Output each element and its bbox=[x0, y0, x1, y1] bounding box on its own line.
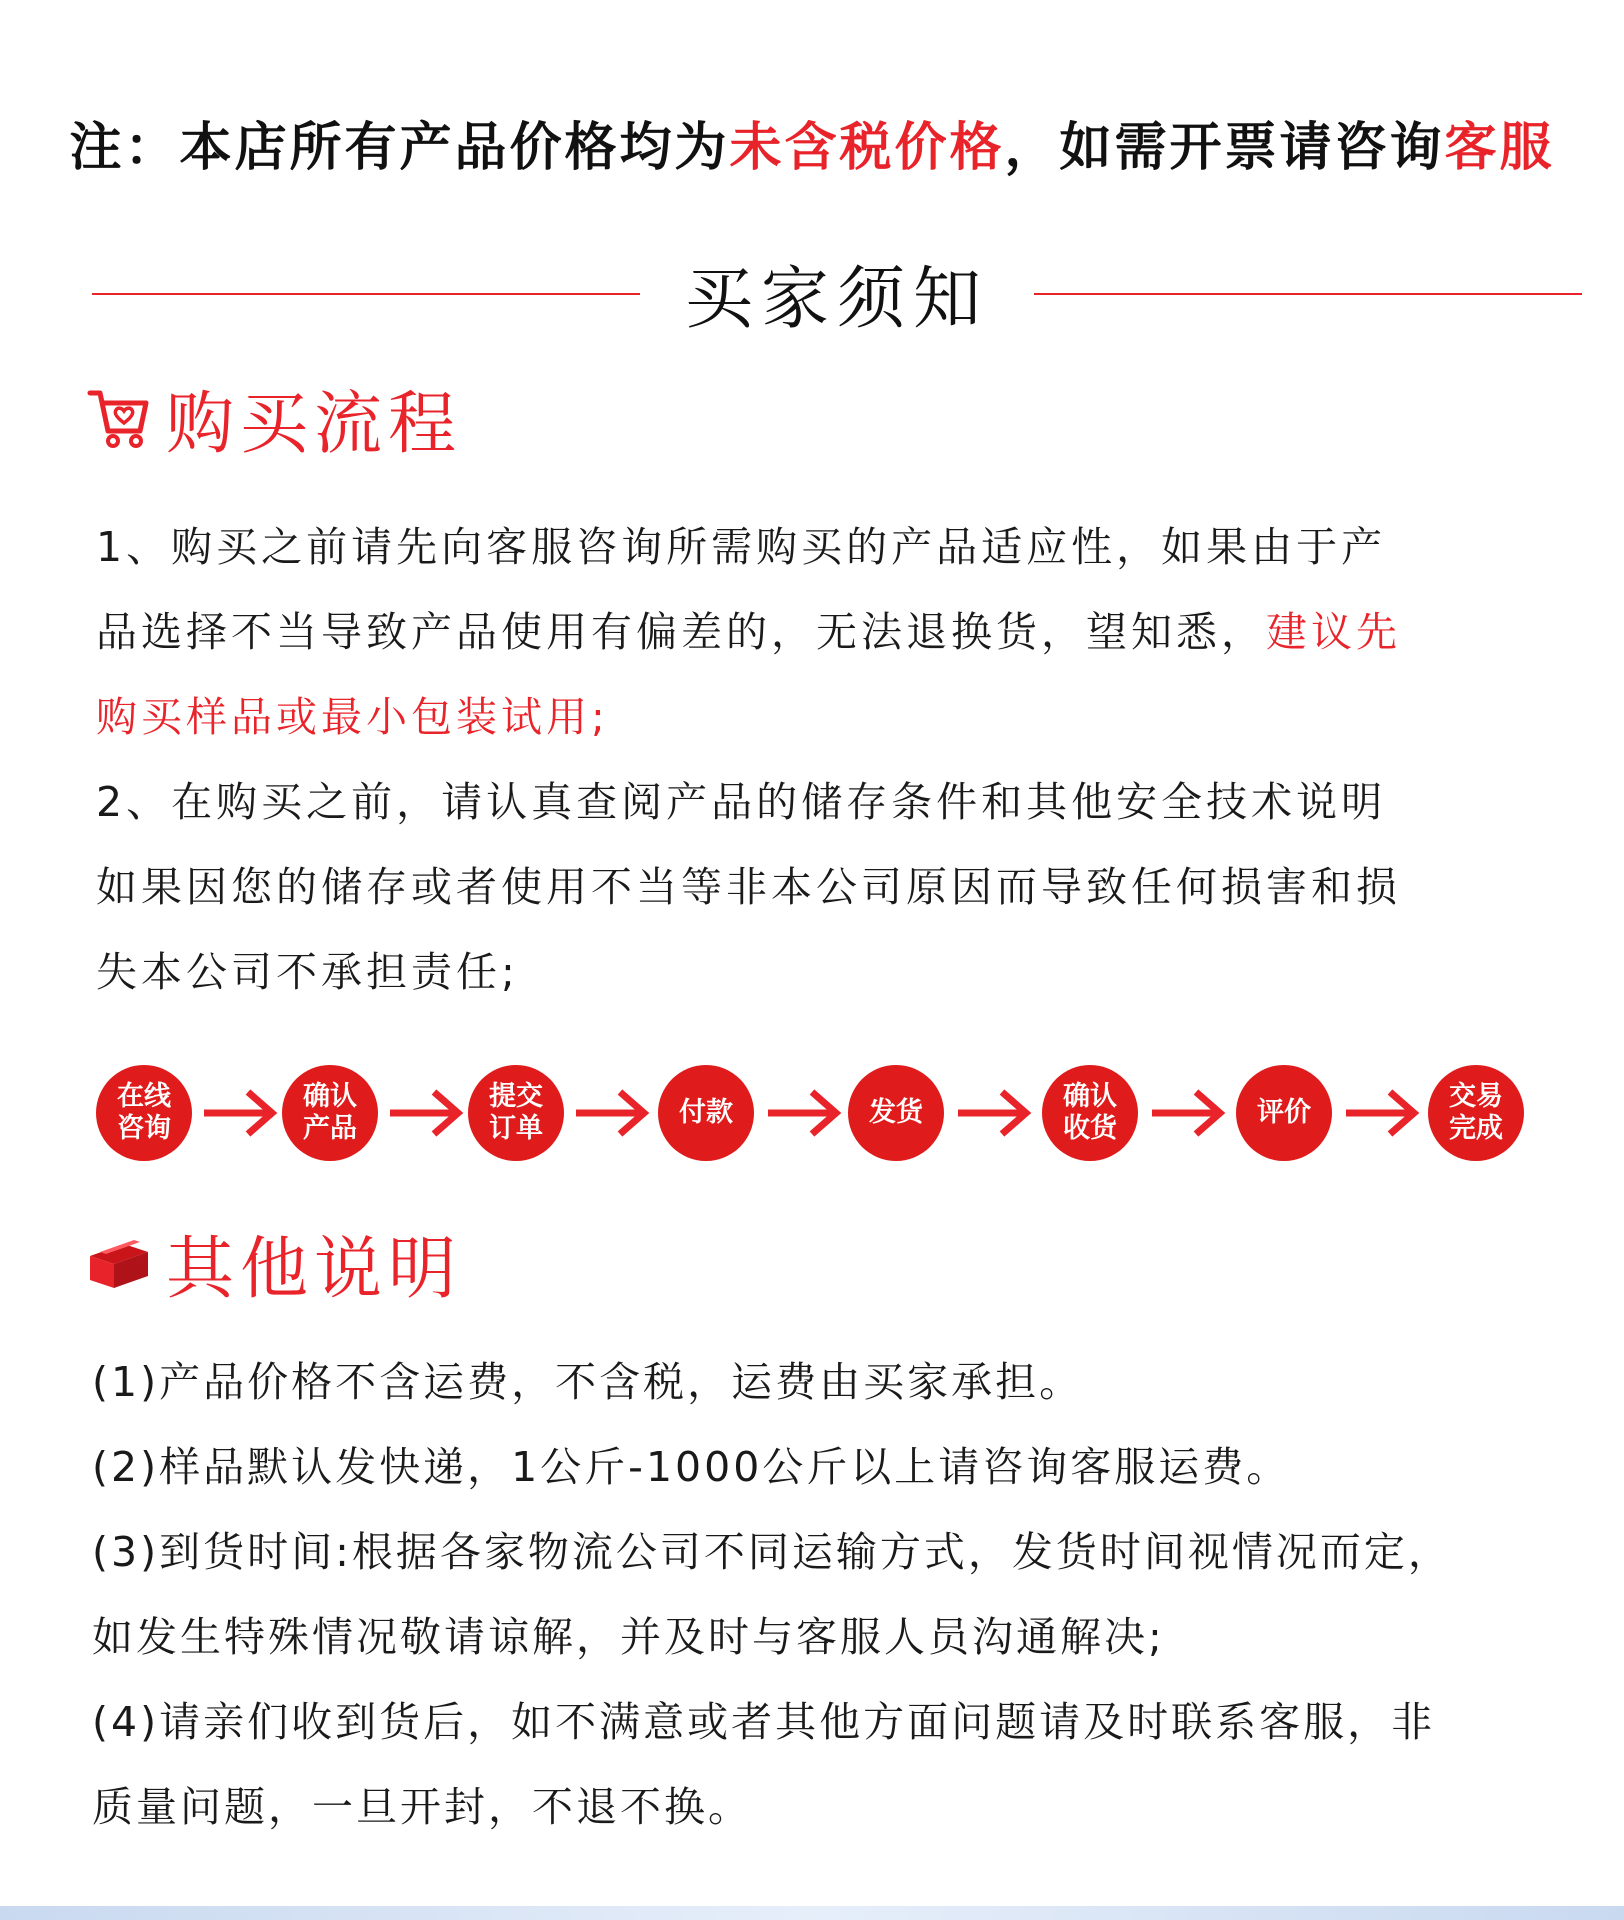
flow-arrow-icon bbox=[1148, 1088, 1226, 1138]
flow-arrow-icon bbox=[386, 1088, 464, 1138]
flow-arrow-icon bbox=[764, 1088, 842, 1138]
flow-step-payment: 付款 bbox=[658, 1065, 754, 1161]
other-section-header bbox=[86, 1223, 463, 1309]
notice-prefix: 注：本店所有产品价格均为 bbox=[69, 118, 730, 178]
note-line-2: (2)样品默认发快递，1公斤-1000公斤以上请咨询客服运费。 bbox=[92, 1443, 1291, 1491]
notice-highlight-tax: 未含税价格 bbox=[729, 118, 1005, 178]
shopping-cart-heart-icon bbox=[86, 385, 152, 451]
other-section-title: 其他说明 bbox=[166, 1229, 463, 1309]
para1-line-2-text: 品选择不当导致产品使用有偏差的，无法退换货，望知悉， bbox=[96, 608, 1266, 656]
note-line-4: 如发生特殊情况敬请谅解，并及时与客服人员沟通解决; bbox=[92, 1613, 1165, 1661]
flow-step-confirm-receipt: 确认 收货 bbox=[1042, 1065, 1138, 1161]
flow-arrow-icon bbox=[954, 1088, 1032, 1138]
package-box-icon bbox=[86, 1230, 152, 1296]
page-title: 买家须知 bbox=[684, 260, 989, 339]
para1-highlight-b: 购买样品或最小包装试用; bbox=[96, 693, 609, 741]
flow-step-ship: 发货 bbox=[848, 1065, 944, 1161]
note-line-1: (1)产品价格不含运费，不含税，运费由买家承担。 bbox=[92, 1358, 1084, 1406]
other-notes bbox=[92, 1340, 1562, 1850]
title-divider-right bbox=[1034, 293, 1582, 295]
note-line-3: (3)到货时间:根据各家物流公司不同运输方式，发货时间视情况而定， bbox=[92, 1528, 1452, 1576]
flow-step-submit-order: 提交 订单 bbox=[468, 1065, 564, 1161]
para2-line-1: 2、在购买之前，请认真查阅产品的储存条件和其他安全技术说明 bbox=[96, 778, 1387, 826]
purchase-paragraph-1 bbox=[96, 505, 1536, 1015]
para2-line-2: 如果因您的储存或者使用不当等非本公司原因而导致任何损害和损 bbox=[96, 863, 1401, 911]
purchase-flow bbox=[96, 1065, 1536, 1165]
tax-notice bbox=[0, 105, 1624, 180]
para1-line-1: 1、购买之前请先向客服咨询所需购买的产品适应性，如果由于产 bbox=[96, 523, 1387, 571]
para1-line-2 bbox=[96, 590, 1536, 675]
para1-highlight-a: 建议先 bbox=[1266, 608, 1401, 656]
bottom-decoration-bar bbox=[0, 1906, 1624, 1920]
flow-step-confirm-product: 确认 产品 bbox=[282, 1065, 378, 1161]
flow-arrow-icon bbox=[200, 1088, 278, 1138]
purchase-section-header bbox=[86, 378, 463, 464]
title-divider-left bbox=[92, 293, 640, 295]
flow-arrow-icon bbox=[1342, 1088, 1420, 1138]
flow-step-complete: 交易 完成 bbox=[1428, 1065, 1524, 1161]
main-title-row bbox=[0, 245, 1624, 345]
notice-highlight-service: 客服 bbox=[1444, 118, 1555, 178]
para2-line-3: 失本公司不承担责任; bbox=[96, 948, 519, 996]
flow-arrow-icon bbox=[572, 1088, 650, 1138]
flow-step-review: 评价 bbox=[1236, 1065, 1332, 1161]
note-line-6: 质量问题，一旦开封，不退不换。 bbox=[92, 1783, 752, 1831]
purchase-section-title: 购买流程 bbox=[166, 384, 463, 464]
note-line-5: (4)请亲们收到货后，如不满意或者其他方面问题请及时联系客服，非 bbox=[92, 1698, 1436, 1746]
notice-middle: ，如需开票请咨询 bbox=[1004, 118, 1445, 178]
flow-step-consult: 在线 咨询 bbox=[96, 1065, 192, 1161]
